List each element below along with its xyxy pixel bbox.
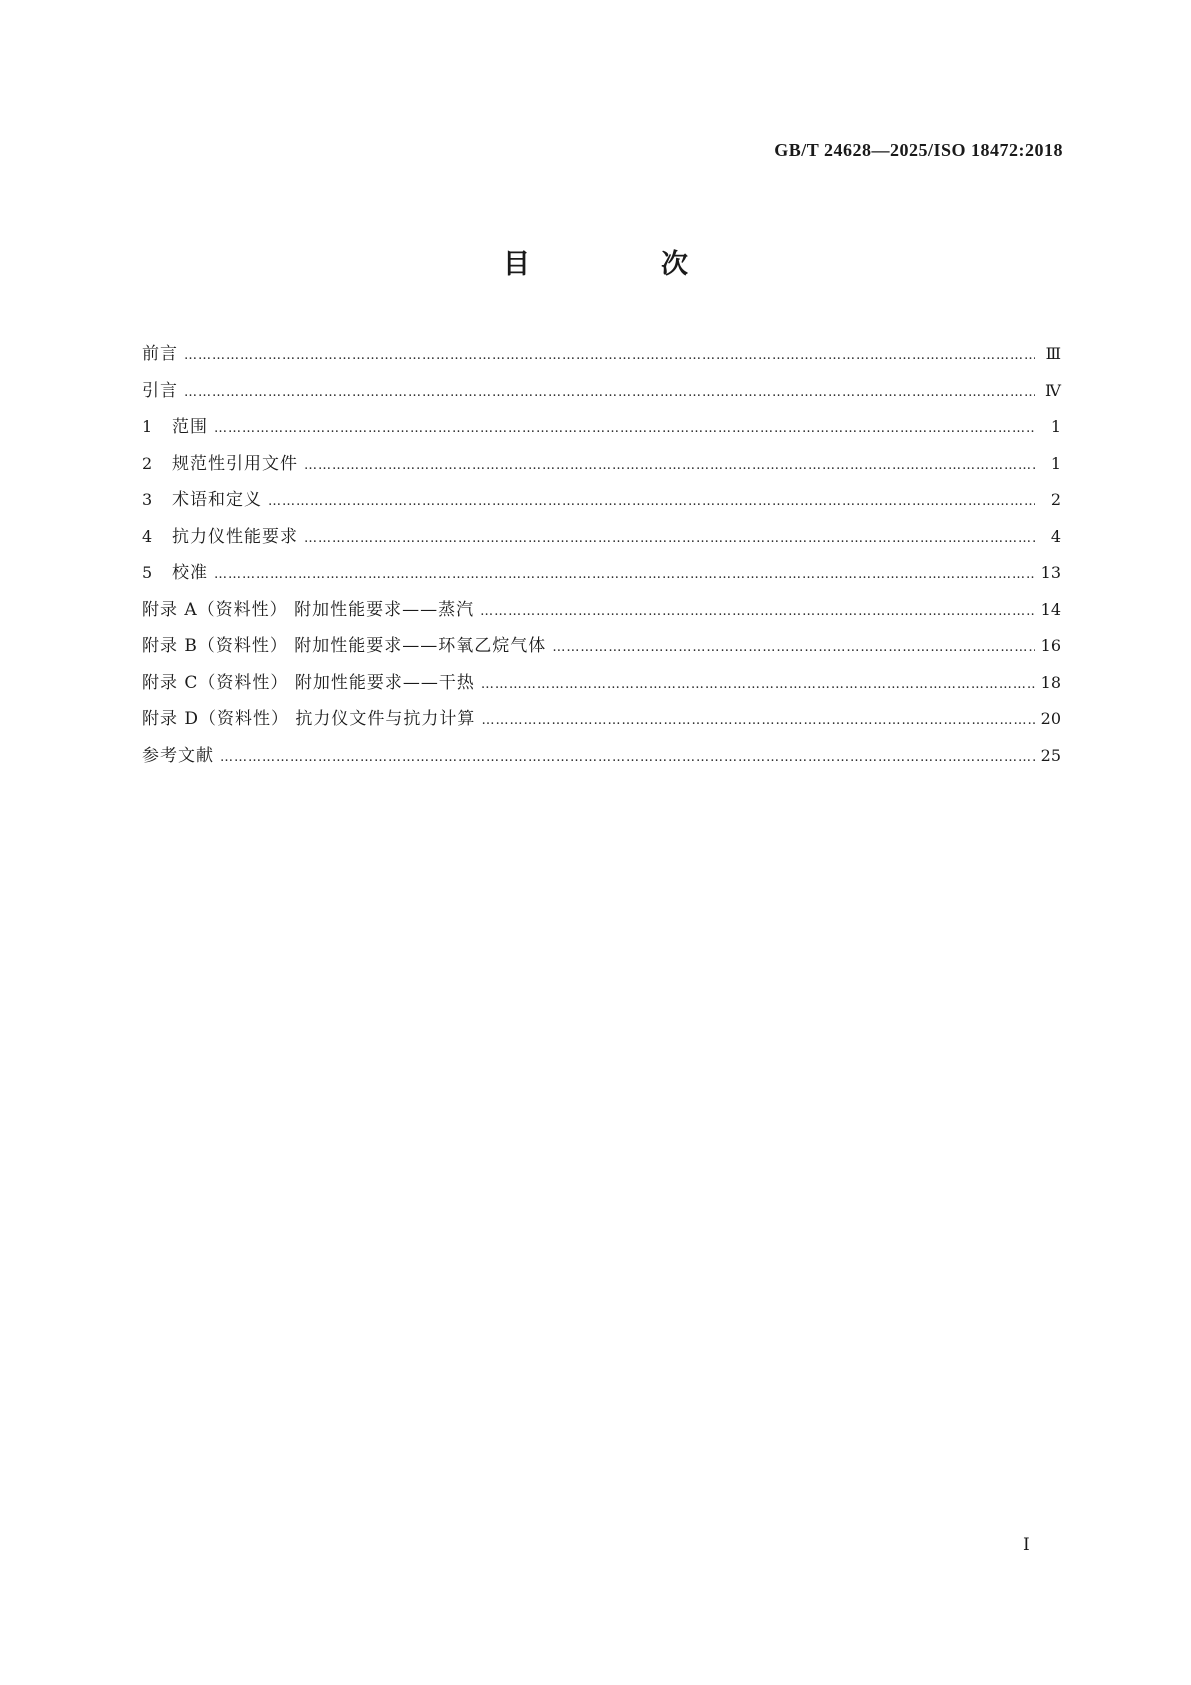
toc-entry-number: 1 (142, 417, 153, 436)
toc-entry-introduction[interactable] (142, 373, 1061, 410)
toc-entry-terms-definitions[interactable] (142, 482, 1061, 519)
toc-entry-foreword[interactable] (142, 336, 1061, 373)
toc-entry-page: 14 (1040, 599, 1061, 619)
toc-dot-leader (304, 521, 1035, 558)
toc-entry-page: 25 (1040, 745, 1061, 765)
toc-entry-page: 1 (1050, 417, 1061, 436)
toc-entry-annex-d[interactable] (142, 701, 1061, 738)
toc-entry-label: 校准 (172, 563, 208, 583)
toc-dot-leader (184, 375, 1035, 412)
toc-entry-number: 2 (142, 453, 153, 473)
toc-dot-leader (184, 338, 1035, 375)
toc-dot-leader (304, 448, 1035, 485)
toc-entry-page: 16 (1040, 636, 1061, 655)
toc-entry-number: 3 (142, 490, 153, 509)
standard-code: GB/T 24628—2025/ISO 18472:2018 (774, 140, 1063, 160)
toc-entry-number: 4 (142, 526, 153, 546)
toc-entry-label: 前言 (142, 344, 178, 364)
toc-entry-page: 13 (1040, 563, 1061, 582)
toc-entry-label: 附录 C（资料性） 附加性能要求——干热 (142, 672, 475, 693)
toc-entry-number: 5 (142, 563, 153, 582)
toc-entry-page: 1 (1050, 453, 1061, 473)
toc-entry-annex-c[interactable] (142, 665, 1061, 702)
toc-dot-leader (480, 594, 1035, 631)
toc-entry-calibration[interactable] (142, 555, 1061, 592)
toc-entry-page: Ⅳ (1045, 380, 1061, 400)
toc-entry-label: 附录 D（资料性） 抗力仪文件与抗力计算 (142, 709, 476, 729)
toc-entry-label: 范围 (172, 417, 208, 437)
toc-dot-leader (214, 557, 1035, 594)
toc-entry-annex-a[interactable] (142, 592, 1061, 629)
toc-entry-page: 20 (1040, 709, 1061, 728)
toc-entry-label: 附录 B（资料性） 附加性能要求——环氧乙烷气体 (142, 636, 547, 656)
toc-entry-label: 参考文献 (142, 745, 214, 766)
page-title: 目 次 (503, 249, 740, 280)
toc-dot-leader (481, 667, 1035, 704)
table-of-contents (142, 336, 1061, 774)
toc-entry-page: 2 (1050, 490, 1061, 509)
toc-entry-label: 术语和定义 (172, 490, 262, 510)
toc-entry-performance-requirements[interactable] (142, 519, 1061, 556)
toc-dot-leader (214, 411, 1035, 448)
toc-entry-label: 抗力仪性能要求 (172, 526, 298, 547)
toc-entry-page: Ⅲ (1045, 344, 1061, 363)
toc-entry-page: 4 (1050, 526, 1061, 546)
toc-dot-leader (481, 703, 1034, 740)
toc-entry-label: 附录 A（资料性） 附加性能要求——蒸汽 (142, 599, 475, 620)
toc-entry-page: 18 (1040, 672, 1061, 692)
toc-entry-bibliography[interactable] (142, 738, 1061, 775)
toc-entry-label: 规范性引用文件 (172, 453, 298, 474)
toc-entry-label: 引言 (142, 380, 178, 401)
toc-entry-scope[interactable] (142, 409, 1061, 446)
toc-dot-leader (268, 484, 1035, 521)
toc-dot-leader (220, 740, 1035, 777)
toc-dot-leader (552, 630, 1034, 667)
toc-entry-annex-b[interactable] (142, 628, 1061, 665)
toc-entry-normative-references[interactable] (142, 446, 1061, 483)
page-number: Ⅰ (1023, 1535, 1030, 1555)
